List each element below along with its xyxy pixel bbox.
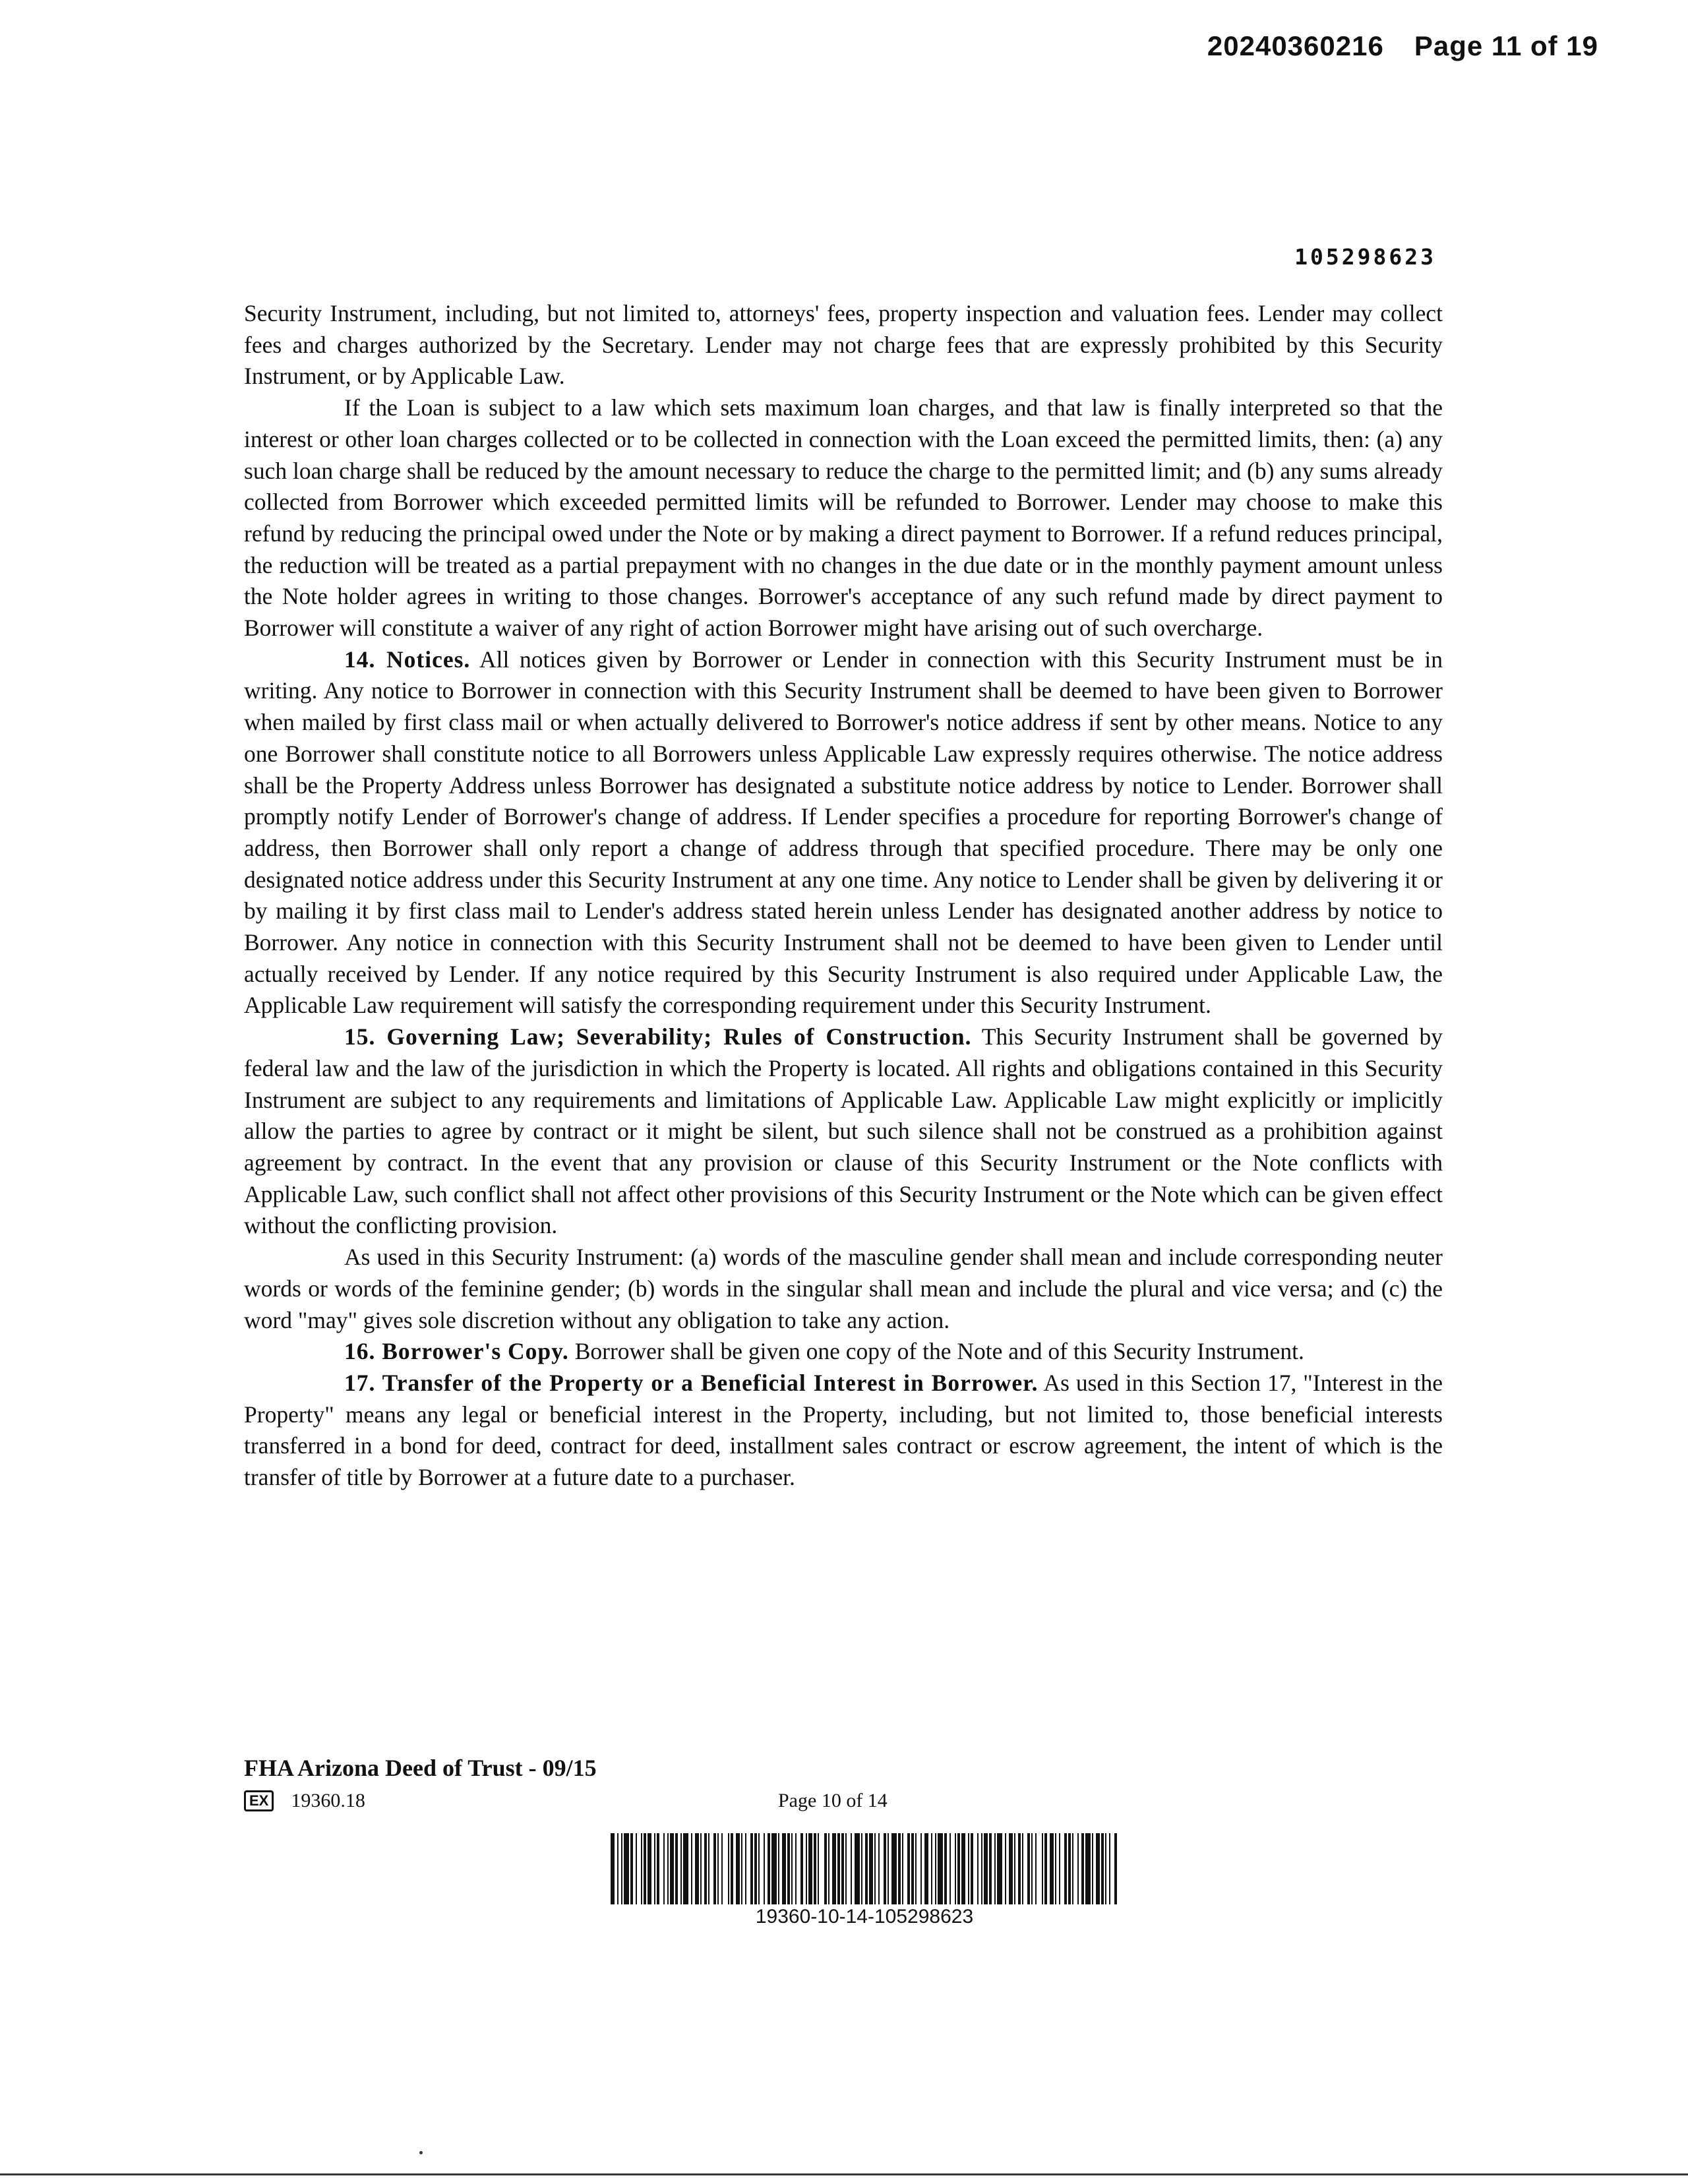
barcode-text: 19360-10-14-105298623 xyxy=(755,1906,974,1927)
section-15-heading: 15. Governing Law; Severability; Rules of Construction. xyxy=(344,1023,972,1050)
section-16-borrowers-copy xyxy=(244,1336,1443,1368)
section-16-text: Borrower shall be given one copy of the Note and of this Security Instrument. xyxy=(574,1338,1304,1365)
form-number-line xyxy=(244,1790,365,1812)
section-14-notices xyxy=(244,644,1443,1021)
paragraph-loan-charges: If the Loan is subject to a law which sets maximum loan charges, and that law is finally interpreted so that the interest or other loan charges collected or to be collected in connection with the Loan exceed the permitted limits, then: (a) any such loan charge shall be reduced by the amount necessary to reduce the charge to the permitted limit; and (b) any sums already collected from Borrower which exceeded permitted limits will be refunded to Borrower. Lender may choose to make this refund by reducing the principal owed under the Note or by making a direct payment to Borrower. If a refund reduces principal, the reduction will be treated as a partial prepayment with no changes in the due date or in the monthly payment amount unless the Note holder agrees in writing to those changes. Borrower's acceptance of any such refund made by direct payment to Borrower will constitute a waiver of any right of action Borrower might have arising out of such overcharge. xyxy=(244,394,1443,642)
page-bottom-rule xyxy=(0,2173,1688,2175)
section-16-heading: 16. Borrower's Copy. xyxy=(344,1338,569,1365)
paragraph-usage: As used in this Security Instrument: (a) words of the masculine gender shall mean and include corresponding neuter words or words of the feminine gender; (b) words in the singular shall mean and include the plural and vice versa; and (c) the word "may" gives sole discretion without any obligation to take any action. xyxy=(244,1244,1443,1333)
section-15-governing-law xyxy=(244,1021,1443,1242)
page-label: Page 11 of 19 xyxy=(1414,30,1598,61)
section-17-transfer xyxy=(244,1368,1443,1494)
loan-number: 105298623 xyxy=(1294,244,1436,270)
section-14-heading: 14. Notices. xyxy=(344,646,471,673)
section-14-text: All notices given by Borrower or Lender in connection with this Security Instrument must be in writing. Any notice to Borrower in connection with this Security Instrument shall be deemed to have been given to Borrower when mailed by first class mail or when actually delivered to Borrower's notice address if sent by other means. Notice to any one Borrower shall constitute notice to all Borrowers unless Applicable Law expressly requires otherwise. The notice address shall be the Property Address unless Borrower has designated a substitute notice address by notice to Lender. Borrower shall promptly notify Lender of Borrower's change of address. If Lender specifies a procedure for reporting Borrower's change of address, then Borrower shall only report a change of address through that specified procedure. There may be only one designated notice address under this Security Instrument at any one time. Any notice to Lender shall be given by delivering it or by mailing it by first class mail to Lender's address stated herein unless Lender has designated another address by notice to Borrower. Any notice in connection with this Security Instrument shall not be deemed to have been given to Lender until actually received by Lender. If any notice required by this Security Instrument is also required under Applicable Law, the Applicable Law requirement will satisfy the corresponding requirement under this Security Instrument. xyxy=(244,646,1443,1019)
form-number: 19360.18 xyxy=(291,1790,365,1811)
ellie-mae-logo-icon: EX xyxy=(244,1790,274,1811)
recording-number: 20240360216 xyxy=(1207,30,1384,61)
barcode-icon xyxy=(611,1833,1118,1904)
scan-speck xyxy=(419,2151,423,2154)
section-17-text: As used in this Section 17, "Interest in the Property" means any legal or beneficial interest in the Property, including, but not limited to, those beneficial interests transferred in a bond for deed, contract for deed, installment sales contract or escrow agreement, the intent of which is the transfer of title by Borrower at a future date to a purchaser. xyxy=(244,1369,1443,1491)
form-page-number: Page 10 of 14 xyxy=(778,1790,888,1811)
paragraph-fees: Security Instrument, including, but not limited to, attorneys' fees, property inspection and valuation fees. Lender may collect fees and charges authorized by the Secretary. Lender may not charge fees that are expressly prohibited by this Security Instrument, or by Applicable Law. xyxy=(244,300,1443,390)
form-title: FHA Arizona Deed of Trust - 09/15 xyxy=(244,1755,597,1781)
document-body xyxy=(244,298,1443,1494)
section-15-text: This Security Instrument shall be governed by federal law and the law of the jurisdiction in which the Property is located. All rights and obligations contained in this Security Instrument are subject to any requirements and limitations of Applicable Law. Applicable Law might explicitly or implicitly allow the parties to agree by contract or it might be silent, but such silence shall not be construed as a prohibition against agreement by contract. In the event that any provision or clause of this Security Instrument or the Note conflicts with Applicable Law, such conflict shall not affect other provisions of this Security Instrument or the Note which can be given effect without the conflicting provision. xyxy=(244,1023,1443,1239)
section-17-heading: 17. Transfer of the Property or a Beneficial Interest in Borrower. xyxy=(344,1369,1039,1396)
recording-header xyxy=(1207,30,1598,62)
